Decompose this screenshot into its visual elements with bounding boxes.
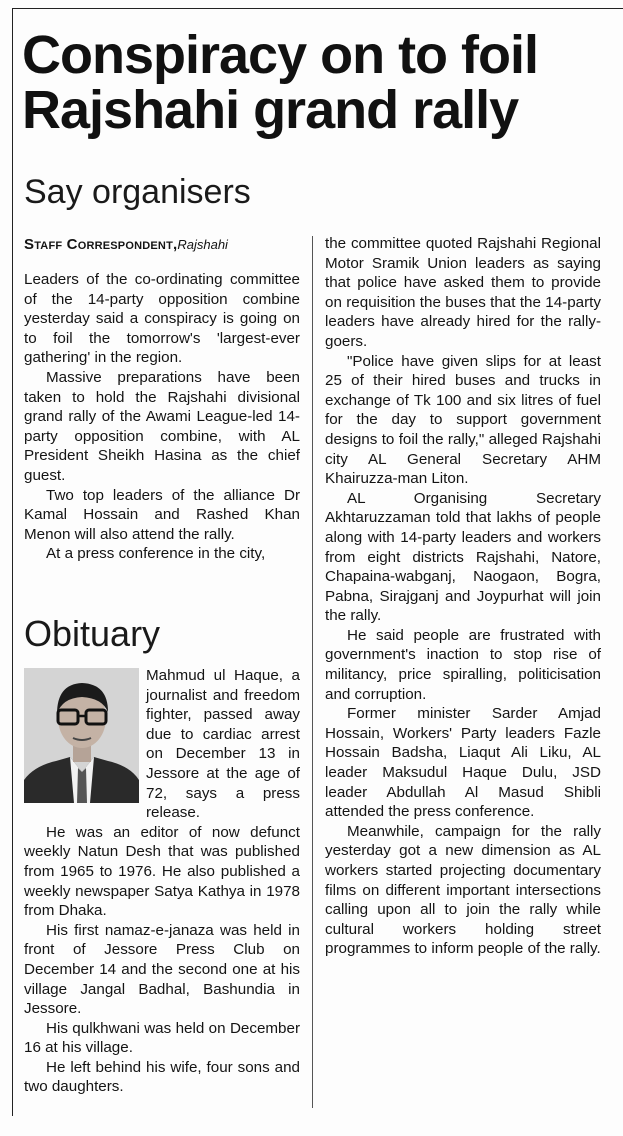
article-paragraph: "Police have given slips for at least 25 of their hired buses and trucks in exchange of Tk 100 and six litres of fuel for the day to support government designs to foil the rally," alleged Rajshahi city AL General Secretary AHM Khairuzza-man Liton. [325,352,601,488]
article-paragraph: At a press conference in the city, [46,545,266,563]
article-paragraph: Meanwhile, campaign for the rally yesterday got a new dimension as AL workers started projecting documentary films on different important intersections calling upon all to join the rally while cultural workers holding street programmes to inform people of the rally. [325,822,601,958]
obituary-paragraph: He left behind his wife, four sons and two daughters. [24,1058,300,1096]
obituary-paragraph: His qulkhwani was held on December 16 at his village. [24,1019,300,1057]
obituary-text [24,666,300,1097]
headline: Conspiracy on to foil Rajshahi grand rally [22,25,539,140]
article-paragraph: Two top leaders of the alliance Dr Kamal Hossain and Rashed Khan Menon will also attend the rally. [24,486,300,543]
obituary-heading: Obituary [24,613,161,654]
article-paragraph: the committee quoted Rajshahi Regional Motor Sramik Union leaders as saying that police have asked them to provide on requisition the buses that the 14-party leaders have already hired for the rally-goers. [325,235,601,350]
article-paragraph: AL Organising Secretary Akhtaruzzaman told that lakhs of people along with 14-party leaders and workers from eight districts Rajshahi, Natore, Chapaina-wabganj, Naogaon, Bogra, Pabna, Sirajganj and Joypurhat will join the rally. [325,489,601,625]
article-paragraph: He said people are frustrated with government's inaction to stop rise of militancy, price spiralling, politicisation and corruption. [325,626,601,703]
frame-top-rule [12,8,623,9]
article-paragraph: Leaders of the co-ordinating committee of the 14-party opposition combine yesterday said a conspiracy is going on to foil the tomorrow's 'largest-ever gathering' in the region. [24,271,300,367]
article-paragraph: Massive preparations have been taken to hold the Rajshahi divisional grand rally of the Awami League-led 14-party opposition combine, with AL President Sheikh Hasina as the chief guest. [24,368,300,484]
byline [24,236,306,254]
obituary-paragraph: His first namaz-e-janaza was held in front of Jessore Press Club on December 14 and the second one at his village Jangal Badhal, Bashundia in Jessore. [24,921,300,1018]
subheadline: Say organisers [24,173,251,211]
obituary-paragraph: He was an editor of now defunct weekly Natun Desh that was published from 1965 to 1976. He also published a weekly newspaper Satya Kathya in 1978 from Dhaka. [24,823,300,920]
frame-left-rule [12,8,13,1116]
article-paragraph: Former minister Sarder Amjad Hossain, Workers' Party leaders Fazle Hossain Badsha, Liaqut Ali Liku, AL leader Maksudul Haque Dulu, JSD leader Abdullah Al Masud Shibli attended the press conference. [325,705,601,821]
article-column-2 [325,234,601,959]
byline-location: Rajshahi [177,237,228,252]
article-column-1 [24,270,300,564]
column-divider [312,236,313,1108]
obituary-paragraph: Mahmud ul Haque, a journalist and freedom fighter, passed away due to cardiac arrest on December 13 in Jessore at the age of 72, says a press release. [146,667,300,822]
byline-staff: Staff Correspondent, [24,236,178,253]
